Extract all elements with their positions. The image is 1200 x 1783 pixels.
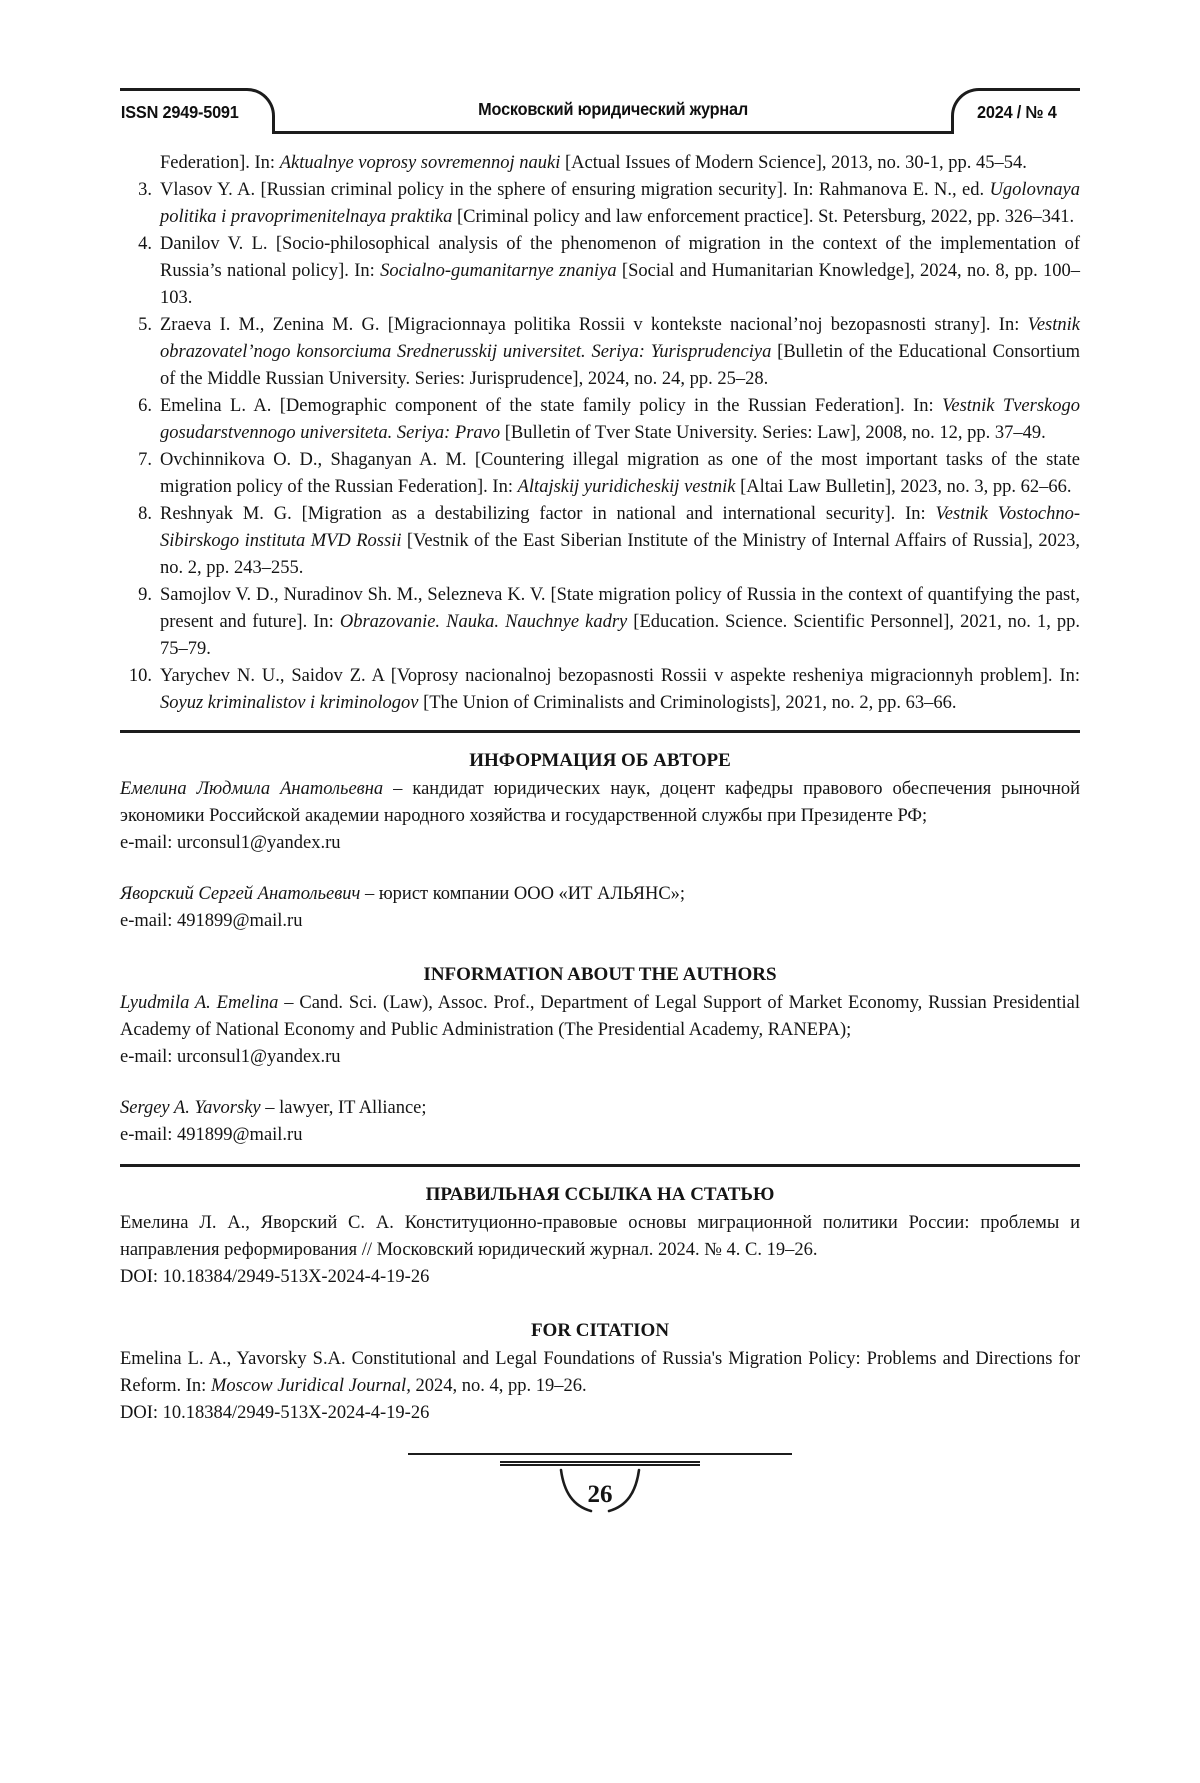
issn-label: ISSN 2949-5091 (120, 102, 239, 122)
author-entry (120, 776, 1080, 857)
reference-item (120, 663, 1080, 717)
italic-text: Obrazovanie. Nauka. Nauchnye kadry (339, 612, 628, 632)
italic-text: Moscow Juridical Journal, (210, 1376, 411, 1396)
reference-number: 4. (138, 234, 152, 254)
issue-label: 2024 / № 4 (977, 102, 1057, 122)
citation-divider (120, 1164, 1080, 1167)
plain-text: Reshnyak M. G. [Migration as a destabilizing factor in national and international security]. In: (160, 504, 936, 524)
footer-rule-double (500, 1461, 700, 1466)
author-entry (120, 881, 1080, 935)
reference-text (160, 582, 1080, 663)
plain-text: Emelina L. A. [Demographic component of the state family policy in the Russian Federation]. In: (160, 396, 943, 416)
reference-number: 7. (138, 450, 152, 470)
author-email: e-mail: 491899@mail.ru (120, 1125, 303, 1145)
journal-title-bar (275, 88, 951, 134)
author-info-ru-heading: ИНФОРМАЦИЯ ОБ АВТОРЕ (469, 750, 731, 771)
citation-en-text (120, 1346, 1080, 1400)
reference-text (160, 447, 1080, 501)
citation-ru-text: Емелина Л. А., Яворский С. А. Конституционно-правовые основы миграционной политики России: проблемы и направления реформирования // Московский юридический журнал. 2024. № 4. С. 19–26. (120, 1213, 1080, 1260)
issn-tab (120, 88, 275, 134)
reference-item (120, 447, 1080, 501)
author-description (120, 881, 1080, 908)
reference-text (160, 393, 1080, 447)
plain-text: Ovchinnikova O. D., Shaganyan A. M. [Countering illegal migration as one of the most important tasks of the state migration policy of the Russian Federation]. In: (160, 450, 1080, 497)
author-info-en-section (120, 961, 1080, 1149)
reference-number: 8. (138, 504, 152, 524)
italic-text: Vestnik Vostochno-Sibirskogo instituta MVD Rossii (160, 504, 1080, 551)
page-header (120, 88, 1080, 134)
author-role-text: – юрист компании ООО «ИТ АЛЬЯНС»; (360, 884, 686, 904)
reference-item (120, 582, 1080, 663)
reference-item (120, 231, 1080, 312)
reference-item (120, 150, 1080, 177)
plain-text: [Bulletin of the Educational Consortium of the Middle Russian University. Series: Jurisprudence], 2024, no. 24, pp. 25–28. (160, 342, 1080, 389)
author-email: e-mail: urconsul1@yandex.ru (120, 833, 341, 853)
citation-en-doi: DOI: 10.18384/2949-513X-2024-4-19-26 (120, 1403, 430, 1423)
reference-number (120, 150, 152, 177)
author-info-en-heading: INFORMATION ABOUT THE AUTHORS (423, 964, 777, 985)
citation-en-heading: FOR CITATION (530, 1320, 670, 1341)
author-description (120, 776, 1080, 830)
author-name: Емелина Людмила Анатольевна (120, 779, 384, 799)
right-arc (609, 1470, 639, 1511)
author-name: Sergey A. Yavorsky (120, 1098, 261, 1118)
italic-text: Vestnik Tverskogo gosudarstvennogo universiteta. Seriya: Pravo (160, 396, 1080, 443)
journal-title: Московский юридический журнал (478, 99, 748, 119)
plain-text: [Bulletin of Tver State University. Series: Law], 2008, no. 12, pp. 37–49. (500, 423, 1046, 443)
footer-ornament (120, 1453, 1080, 1515)
plain-text: Yarychev N. U., Saidov Z. A [Voprosy nacionalnoj bezopasnosti Rossii v aspekte resheniya migracionnyh problem]. In: (160, 666, 1080, 686)
reference-text (160, 312, 1080, 393)
reference-number: 6. (138, 396, 152, 416)
italic-text: Ugolovnaya politika i pravoprimenitelnaya praktika (160, 180, 1080, 227)
reference-text (160, 150, 1080, 177)
author-role-text: – lawyer, IT Alliance; (260, 1098, 427, 1118)
reference-item (120, 393, 1080, 447)
reference-number: 9. (138, 585, 152, 605)
plain-text: Vlasov Y. A. [Russian criminal policy in the sphere of ensuring migration security]. In: Rahmanova E. N., ed. (160, 180, 990, 200)
italic-text: Socialno-gumanitarnye znaniya (380, 261, 617, 281)
italic-text: Aktualnye voprosy sovremennoj nauki (279, 153, 561, 173)
reference-text (160, 663, 1080, 717)
citation-ru-doi: DOI: 10.18384/2949-513X-2024-4-19-26 (120, 1267, 430, 1287)
plain-text: Samojlov V. D., Nuradinov Sh. M., Selezneva K. V. [State migration policy of Russia in the context of quantifying the past, present and future]. In: (160, 585, 1080, 632)
author-name: Lyudmila A. Emelina (120, 993, 279, 1013)
author-entry (120, 990, 1080, 1071)
reference-text (160, 501, 1080, 582)
italic-text: Soyuz kriminalistov i kriminologov (160, 693, 419, 713)
citation-ru-heading: ПРАВИЛЬНАЯ ССЫЛКА НА СТАТЬЮ (425, 1184, 775, 1205)
plain-text: Emelina L. A., Yavorsky S.A. Constitutional and Legal Foundations of Russia's Migration Policy: Problems and Directions for Reform. In: (120, 1349, 1080, 1396)
plain-text: [Education. Science. Scientific Personnel], 2021, no. 1, pp. 75–79. (160, 612, 1081, 659)
citation-ru-section (120, 1181, 1080, 1291)
plain-text: [The Union of Criminalists and Criminologists], 2021, no. 2, pp. 63–66. (418, 693, 957, 713)
plain-text: [Vestnik of the East Siberian Institute of the Ministry of Internal Affairs of Russia], 2023, no. 2, pp. 243–255. (160, 531, 1080, 578)
author-info-ru-entries (120, 776, 1080, 935)
citation-en-section (120, 1317, 1080, 1427)
plain-text: Federation]. In: (160, 153, 280, 173)
author-email: e-mail: 491899@mail.ru (120, 911, 303, 931)
plain-text: 2024, no. 4, pp. 19–26. (410, 1376, 587, 1396)
page-number-ornament (525, 1467, 675, 1515)
author-description (120, 1095, 1080, 1122)
page-number: 26 (587, 1481, 613, 1508)
reference-item (120, 501, 1080, 582)
italic-text: Altajskij yuridicheskij vestnik (517, 477, 736, 497)
author-name: Яворский Сергей Анатольевич (120, 884, 361, 904)
author-email: e-mail: urconsul1@yandex.ru (120, 1047, 341, 1067)
plain-text: Danilov V. L. [Socio-philosophical analysis of the phenomenon of migration in the context of the implementation of Russia’s national policy]. In: (160, 234, 1080, 281)
plain-text: [Actual Issues of Modern Science], 2013, no. 30-1, pp. 45–54. (560, 153, 1027, 173)
author-entry (120, 1095, 1080, 1149)
author-info-ru-section (120, 747, 1080, 935)
reference-item (120, 312, 1080, 393)
plain-text: [Social and Humanitarian Knowledge], 2024, no. 8, pp. 100–103. (160, 261, 1080, 308)
reference-text (160, 231, 1080, 312)
reference-text (160, 177, 1080, 231)
plain-text: Zraeva I. M., Zenina M. G. [Migracionnaya politika Rossii v kontekste nacional’noj bezopasnosti strany]. In: (160, 315, 1028, 335)
left-arc (561, 1470, 591, 1511)
author-role-text: – кандидат юридических наук, доцент кафедры правового обеспечения рыночной экономики Российской академии народного хозяйства и государственной службы при Президенте РФ; (120, 779, 1080, 826)
issue-tab (951, 88, 1080, 134)
section-divider (120, 730, 1080, 733)
author-description (120, 990, 1080, 1044)
reference-number: 10. (128, 666, 152, 686)
author-info-en-entries (120, 990, 1080, 1149)
italic-text: Vestnik obrazovatel’nogo konsorciuma Srednerusskij universitet. Seriya: Yurisprudenciya (160, 315, 1080, 362)
references-section (120, 150, 1080, 717)
plain-text: [Criminal policy and law enforcement practice]. St. Petersburg, 2022, pp. 326–341. (452, 207, 1075, 227)
footer-rule-long (408, 1453, 792, 1455)
author-role-text: – Cand. Sci. (Law), Assoc. Prof., Department of Legal Support of Market Economy, Russian Presidential Academy of National Economy and Public Administration (The Presidential Academy, RANEPA); (120, 993, 1080, 1040)
reference-number: 5. (138, 315, 152, 335)
plain-text: [Altai Law Bulletin], 2023, no. 3, pp. 62–66. (735, 477, 1072, 497)
reference-number: 3. (138, 180, 152, 200)
reference-item (120, 177, 1080, 231)
